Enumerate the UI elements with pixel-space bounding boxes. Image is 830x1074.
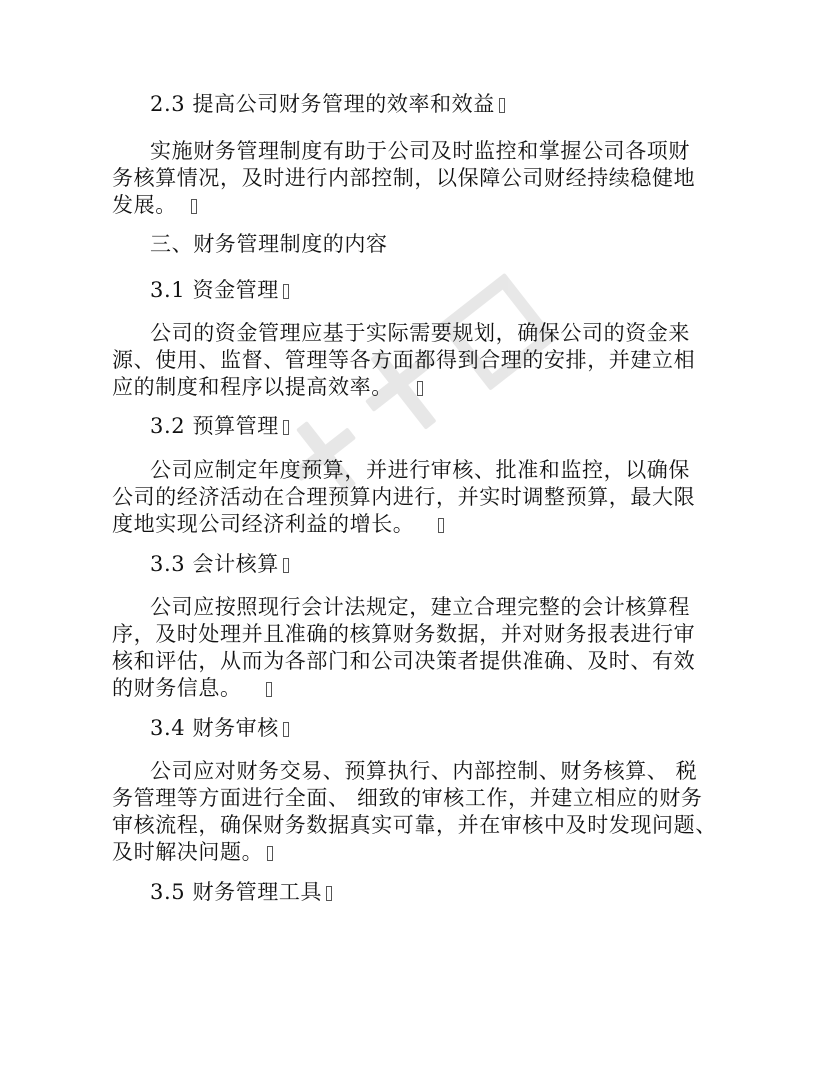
paragraph-line: 的财务信息。 <box>112 674 272 702</box>
heading-3-4: 3.4 财务审核 <box>150 714 289 742</box>
section-heading-3: 三、财务管理制度的内容 <box>150 232 388 256</box>
paragraph-line: 公司应制定年度预算，并进行审核、批准和监控，以确保 <box>150 458 690 482</box>
heading-3-5: 3.5 财务管理工具 <box>150 878 332 906</box>
paragraph-mark-icon <box>266 682 272 697</box>
paragraph-line: 公司应对财务交易、预算执行、内部控制、财务核算、 税 <box>150 759 698 783</box>
paragraph-mark-icon <box>283 722 289 737</box>
paragraph-line: 源、使用、监督、管理等各方面都得到合理的安排，并建立相 <box>112 348 696 372</box>
paragraph-mark-icon <box>283 558 289 573</box>
paragraph-line: 及时解决问题。 <box>112 838 273 866</box>
paragraph-line: 公司的资金管理应基于实际需要规划，确保公司的资金来 <box>150 321 690 345</box>
paragraph-line: 审核流程，确保财务数据真实可靠，并在审核中及时发现问题、 <box>112 813 717 837</box>
paragraph-line: 度地实现公司经济利益的增长。 <box>112 510 444 538</box>
paragraph-line: 务管理等方面进行全面、 细致的审核工作，并建立相应的财务 <box>112 786 703 810</box>
paragraph-line: 应的制度和程序以提高效率。 <box>112 373 423 401</box>
paragraph-line: 序，及时处理并且准确的核算财务数据，并对财务报表进行审 <box>112 622 696 646</box>
paragraph-line: 公司的经济活动在合理预算内进行，并实时调整预算，最大限 <box>112 485 696 509</box>
paragraph-line: 发展。 <box>112 191 197 219</box>
paragraph-mark-icon <box>438 518 444 533</box>
paragraph-line: 核和评估，从而为各部门和公司决策者提供准确、及时、有效 <box>112 649 696 673</box>
heading-3-3: 3.3 会计核算 <box>150 550 289 578</box>
paragraph-mark-icon <box>499 98 505 113</box>
paragraph-mark-icon <box>283 420 289 435</box>
paragraph-mark-icon <box>283 284 289 299</box>
paragraph-mark-icon <box>267 846 273 861</box>
paragraph-mark-icon <box>326 886 332 901</box>
heading-2-3: 2.3 提高公司财务管理的效率和效益 <box>150 90 505 118</box>
paragraph-line: 务核算情况，及时进行内部控制，以保障公司财经持续稳健地 <box>112 166 696 190</box>
paragraph-mark-icon <box>191 199 197 214</box>
paragraph-line: 实施财务管理制度有助于公司及时监控和掌握公司各项财 <box>150 139 690 163</box>
heading-3-2: 3.2 预算管理 <box>150 412 289 440</box>
heading-3-1: 3.1 资金管理 <box>150 276 289 304</box>
paragraph-mark-icon <box>417 381 423 396</box>
paragraph-line: 公司应按照现行会计法规定，建立合理完整的会计核算程 <box>150 595 690 619</box>
